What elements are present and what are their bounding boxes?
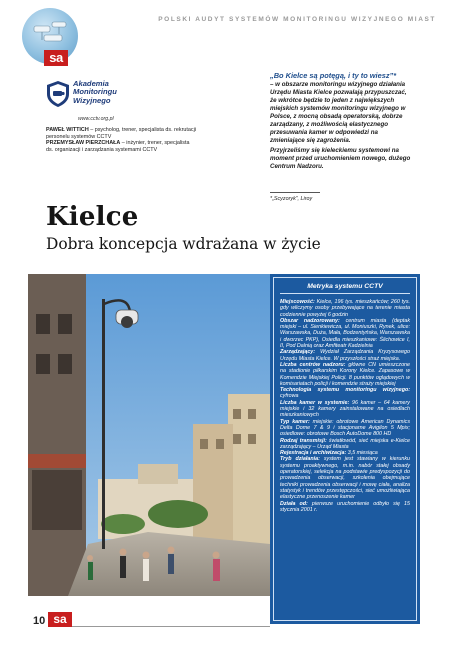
- metric-value: 96 kamer – 64 kamery miejskie i 32 kamery zainstalowane na osiedlach mieszkaniowych: [280, 399, 410, 419]
- metric-value: główne CN umieszczone na stadionie piłkarskim Korony Kielce. Zapasowe w Komendzie Miejskiej Policji. 8 punktów oglądowych w komisariatach policji i komendzie straży miejskiej: [280, 361, 410, 387]
- metric-value: pierwsze uruchomienie odbyło się 15 stycznia 2001 r.: [280, 500, 410, 513]
- metric-key: Technologia systemu monitoringu wizyjnego:: [280, 387, 410, 394]
- street-photo: [28, 274, 270, 596]
- metric-entry: [280, 438, 410, 451]
- author-1: [46, 127, 196, 140]
- metric-entry: [280, 387, 410, 400]
- author-2-name: PRZEMYSŁAW PIERZCHAŁA: [46, 140, 121, 147]
- author-2: [46, 140, 196, 153]
- metric-entry: [280, 501, 410, 514]
- metric-key: Tryb działania:: [280, 456, 320, 463]
- metric-key: Liczba kamer w systemie:: [280, 399, 350, 406]
- author-1-role: – psycholog, trener, specjalista ds. rekrutacji personelu systemów CCTV: [46, 127, 196, 140]
- metric-key: Rejestracja i archiwizacja:: [280, 450, 347, 457]
- quote-body-2: Przyjrzeliśmy się kieleckiemu systemowi na moment przed uruchomieniem nowego, dużego Centrum Nadzoru.: [270, 147, 411, 170]
- authors-block: [46, 127, 196, 153]
- metric-key: Miejscowość:: [280, 299, 315, 305]
- metric-entry: [280, 419, 410, 438]
- metric-value: 3,5 miesiąca: [346, 450, 378, 457]
- article-title: Kielce: [46, 202, 139, 232]
- series-title: POLSKI AUDYT SYSTEMÓW MONITORINGU WIZYJNEGO MIAST: [158, 16, 436, 23]
- shield-camera-icon: [46, 80, 70, 108]
- metric-value: centrum miasta (deptak miejski – ul. Sienkiewicza, ul. Moniuszki, Rynek, ulice: Warszawska, Duża, Mała, Bodzentyńska, Warszawska i dworzec PKP), Osiedla mieszkaniowe: Ślichowice I, II, Pod Dalnią oraz Amfiteatr Kadzielnia: [280, 317, 410, 350]
- metrics-title: Metryka systemu CCTV: [280, 283, 410, 294]
- lead-quote: [270, 72, 412, 173]
- metric-entry: [280, 362, 410, 387]
- metric-entry: [280, 318, 410, 349]
- metric-value: cyfrowa: [280, 393, 299, 400]
- metric-entry: [280, 349, 410, 362]
- metric-key: Typ kamer:: [280, 418, 310, 425]
- page-number: 10: [33, 615, 46, 627]
- metric-entry: [280, 299, 410, 318]
- footer-divider: [72, 626, 270, 627]
- metric-key: Rodzaj transmisji:: [280, 437, 327, 444]
- metric-key: Działa od:: [280, 500, 308, 507]
- cctv-metrics-box: [270, 274, 420, 624]
- metric-value: Kielce, 196 tys. mieszkańców; 260 tys. gdy wliczymy osoby przebywające na terenie miasta codziennie powyżej 6 godzin: [280, 299, 410, 318]
- metric-key: Obszar nadzorowany:: [280, 317, 340, 324]
- academy-name-line2: Monitoringu: [73, 87, 117, 97]
- metric-value: system jest stawiany w kierunku systemu proaktywnego, m.in. nabór stałej obsady operatorskiej, selekcja na podstawie predyspozycji do prowadzenia obserwacji, szkolenia obejmujące techniki prowadzenia obserwacji i mowę ciała, analiza statystyk i trendów przestępczości, sieć umożliwiająca elastyczne przenoszenie kamer: [280, 456, 410, 501]
- metric-key: Zarządzający:: [280, 349, 316, 356]
- metric-entry: [280, 456, 410, 500]
- cctv-metrics-inner: [273, 277, 417, 621]
- author-1-name: PAWEŁ WITTICH: [46, 127, 89, 133]
- academy-logo: [46, 78, 128, 112]
- metric-key: Liczba centrów nadzoru:: [280, 361, 346, 368]
- academy-name-line3: Wizyjnego: [73, 95, 111, 105]
- academy-name-line1: Akademia: [73, 79, 109, 88]
- academy-name: [73, 80, 117, 105]
- metric-entry: [280, 400, 410, 419]
- footer-brand-badge: sa: [48, 612, 72, 627]
- metric-value: miejskie: obrotowe American Dynamics Delta Dome 7 & 9 i stacjonarne Avigilon 5 Mpix; osiedlowe: obrotowe Bosch AutoDome 800 HD: [280, 418, 410, 438]
- author-2-role: – inżynier, trener, specjalista ds. organizacji i zarządzania systemami CCTV: [46, 140, 190, 153]
- quote-signature: *„Scyzoryk”, Liroy: [270, 196, 313, 202]
- quote-divider: [270, 192, 320, 193]
- article-subtitle: Dobra koncepcja wdrażana w życie: [46, 235, 321, 253]
- academy-url[interactable]: www.cctv.org.pl: [78, 116, 114, 122]
- quote-body: – w obszarze monitoringu wizyjnego działania Urzędu Miasta Kielce pozwalają przypuszczać, że wkrótce będzie to jeden z największych miejskich systemów monitoringu wizyjnego w Polsce, z mocną obsadą operatorską, dobrze zarządzany, z możliwością elastycznego przesuwania kamer w odpowiedzi na zmieniające się zagrożenia.: [270, 81, 407, 144]
- quote-title: „Bo Kielce są potęgą, i ty to wiesz”*: [270, 71, 397, 80]
- metric-value: Wydział Zarządzania Kryzysowego Urzędu Miasta Kielce. W przyszłości straż miejska.: [280, 349, 410, 362]
- magazine-brand-badge: sa: [44, 50, 68, 66]
- cctv-camera-icon: [30, 20, 74, 48]
- metric-value: światłowód, sieć miejska e-Kielce zarządzający – Urząd Miasta: [280, 437, 411, 450]
